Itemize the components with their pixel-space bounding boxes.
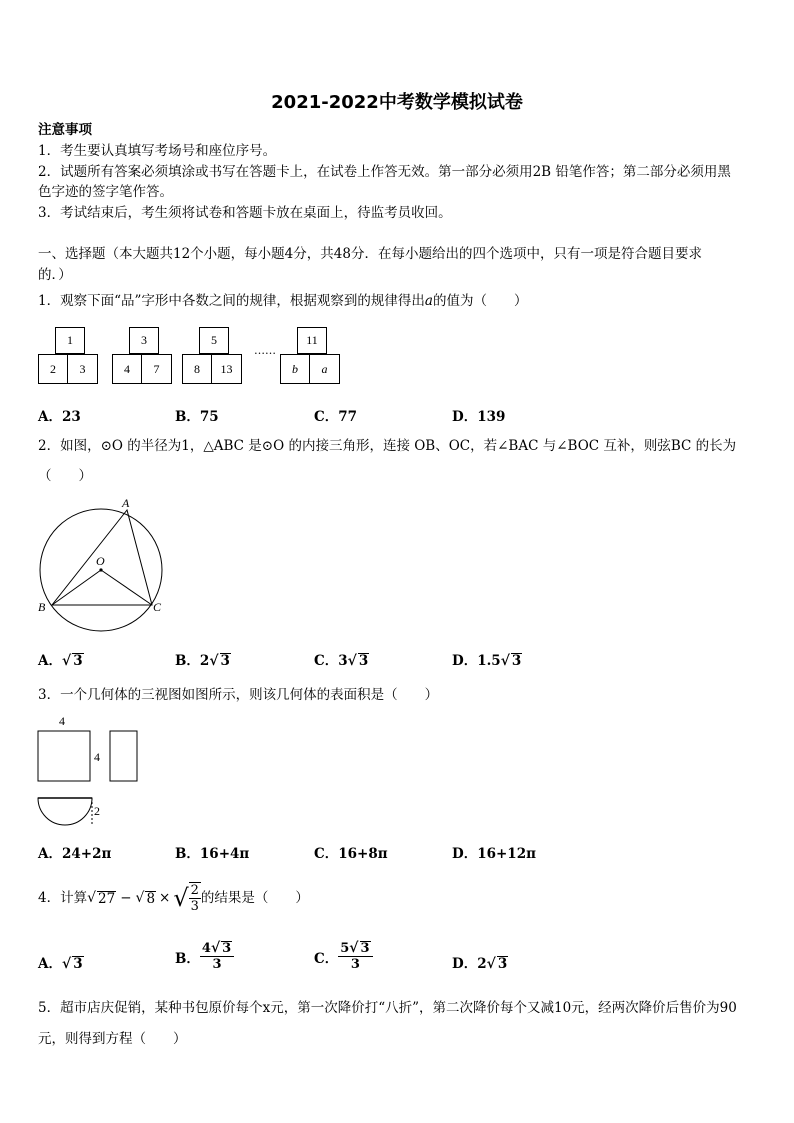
section-heading-line-2: 的．） [38, 267, 72, 283]
q4-option-a[interactable]: A．√ 3 [38, 956, 83, 972]
q4-option-d[interactable]: D．2√ 3 [452, 956, 508, 972]
q2-center-point [99, 568, 102, 571]
notes-line-3: 色字迹的签字笔作答。 [38, 184, 173, 200]
q2-label-o: O [96, 554, 105, 568]
q3-text: 3．一个几何体的三视图如图所示，则该几何体的表面积是（ ） [38, 687, 439, 703]
q1-fig1-left: 2 [38, 354, 68, 384]
q2-option-c[interactable]: C．3√ 3 [314, 653, 369, 669]
q2-option-a[interactable]: A．√ 3 [38, 653, 83, 669]
q5-text-line-2: 元，则得到方程（ ） [38, 1031, 187, 1047]
notes-line-2: 2．试题所有答案必须填涂或书写在答题卡上，在试卷上作答无效。第一部分必须用2B 铅笔作答；第二部分必须用黑 [38, 164, 731, 180]
q2-text-line-1: 2．如图，⊙O 的半径为1，△ABC 是⊙O 的内接三角形，连接 OB、OC，若∠BAC 与∠BOC 互补，则弦BC 的长为 [38, 438, 737, 454]
q3-dim-top: 4 [59, 714, 65, 728]
q1-fig3-left: 8 [182, 354, 212, 384]
q3-dim-radius: 2 [94, 804, 100, 818]
q1-fig4-right: a [309, 354, 340, 384]
q3-side-view [110, 731, 137, 781]
q2-label-a: A [122, 496, 130, 510]
q5-text-line-1: 5．超市店庆促销，某种书包原价每个x元，第一次降价打“八折”，第二次降价每个又减10元，经两次降价后售价为90 [38, 1000, 737, 1016]
q3-three-views-diagram [30, 712, 150, 830]
q2-option-d[interactable]: D．1.5√ 3 [452, 653, 522, 669]
q1-fig4-left: b [280, 354, 310, 384]
q3-front-view [38, 731, 90, 781]
section-heading-line-1: 一、选择题（本大题共12个小题，每小题4分，共48分．在每小题给出的四个选项中，只有一项是符合题目要求 [38, 246, 702, 262]
q3-top-view-semicircle [38, 798, 92, 825]
q2-label-b: B [38, 600, 46, 614]
q1-option-b[interactable]: B．75 [175, 409, 219, 425]
q1-fig1-right: 3 [67, 354, 98, 384]
q3-dim-side: 4 [94, 750, 100, 764]
q1-fig2-top: 3 [129, 327, 159, 354]
q3-option-b[interactable]: B．16+4π [175, 846, 250, 862]
q1-ellipsis: …… [254, 344, 276, 357]
q1-option-d[interactable]: D．139 [452, 409, 506, 425]
q2-circle-diagram [34, 495, 169, 635]
notes-heading: 注意事项 [38, 122, 92, 138]
q2-segment-ob [52, 570, 101, 605]
q1-fig2-left: 4 [112, 354, 142, 384]
q4-option-b[interactable]: B． $\frac{4√ 3}{3}$ [175, 941, 234, 972]
q1-fig3-right: 13 [211, 354, 242, 384]
notes-line-1: 1．考生要认真填写考场号和座位序号。 [38, 143, 277, 159]
q3-option-a[interactable]: A．24+2π [38, 846, 112, 862]
q2-text-line-2: （ ） [38, 468, 92, 484]
q4-option-c[interactable]: C． $\frac{5√ 3}{3}$ [314, 941, 373, 972]
q2-option-b[interactable]: B．2√ 3 [175, 653, 230, 669]
page-title: 2021-2022中考数学模拟试卷 [271, 92, 523, 113]
q1-text: 1．观察下面“品”字形中各数之间的规律，根据观察到的规律得出a的值为（ ） [38, 293, 528, 309]
q1-option-a[interactable]: A．23 [38, 409, 81, 425]
q1-fig2-right: 7 [141, 354, 172, 384]
q4-text: 4．计算 √ 27 − √ 8 × √ $\frac{2}{3}$ 的结果是（ ） [38, 883, 309, 914]
notes-line-4: 3．考试结束后，考生须将试卷和答题卡放在桌面上，待监考员收回。 [38, 205, 452, 221]
q1-option-c[interactable]: C．77 [314, 409, 358, 425]
q1-fig3-top: 5 [199, 327, 229, 354]
q2-label-c: C [153, 600, 162, 614]
q3-option-d[interactable]: D．16+12π [452, 846, 536, 862]
q1-fig1-top: 1 [55, 327, 85, 354]
q1-fig4-top: 11 [297, 327, 327, 354]
q3-option-c[interactable]: C．16+8π [314, 846, 388, 862]
